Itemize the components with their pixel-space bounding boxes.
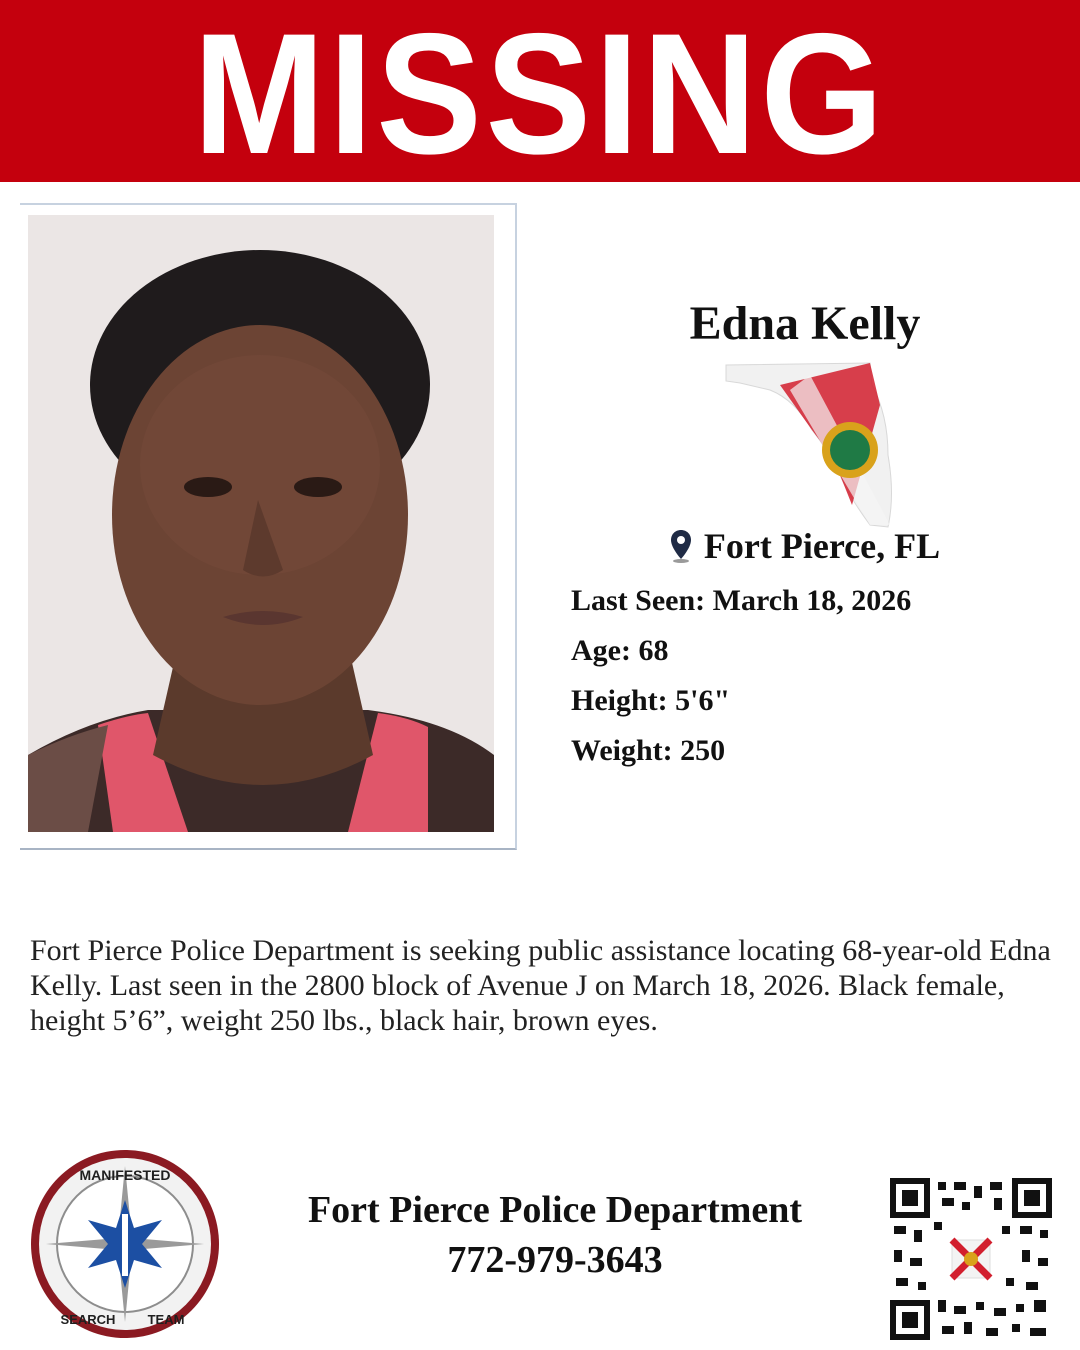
agency-name: Fort Pierce Police Department (307, 1189, 803, 1231)
badge-bottom-right: TEAM (147, 1312, 185, 1327)
location-line (560, 525, 1050, 567)
description-paragraph: Fort Pierce Police Department is seeking public assistance locating 68-year-old Edna Kelly. Last seen in the 2800 block of Avenue J on March 18, 2026. Black female, height 5’6”, weight 250 lbs., black hair, brown eyes. (30, 934, 1051, 1037)
contact-block (270, 1185, 840, 1285)
height: Height: 5'6" (571, 684, 731, 717)
last-seen: Last Seen: March 18, 2026 (571, 584, 912, 617)
manifested-search-team-logo (26, 1148, 224, 1340)
details-list (571, 582, 911, 782)
map-pin-icon (670, 529, 692, 563)
badge-top-text: MANIFESTED (79, 1167, 171, 1183)
portrait-illustration (28, 215, 494, 832)
person-photo (28, 215, 494, 832)
missing-banner (0, 0, 1080, 190)
age: Age: 68 (571, 634, 669, 667)
banner-title: MISSING (193, 0, 887, 190)
florida-flag-map-icon (720, 355, 900, 531)
weight: Weight: 250 (571, 734, 726, 767)
location-text: Fort Pierce, FL (703, 526, 941, 566)
agency-phone: 772-979-3643 (447, 1239, 663, 1281)
qr-code-icon[interactable] (890, 1178, 1052, 1340)
badge-bottom-left: SEARCH (60, 1312, 116, 1327)
person-name: Edna Kelly (689, 297, 921, 350)
